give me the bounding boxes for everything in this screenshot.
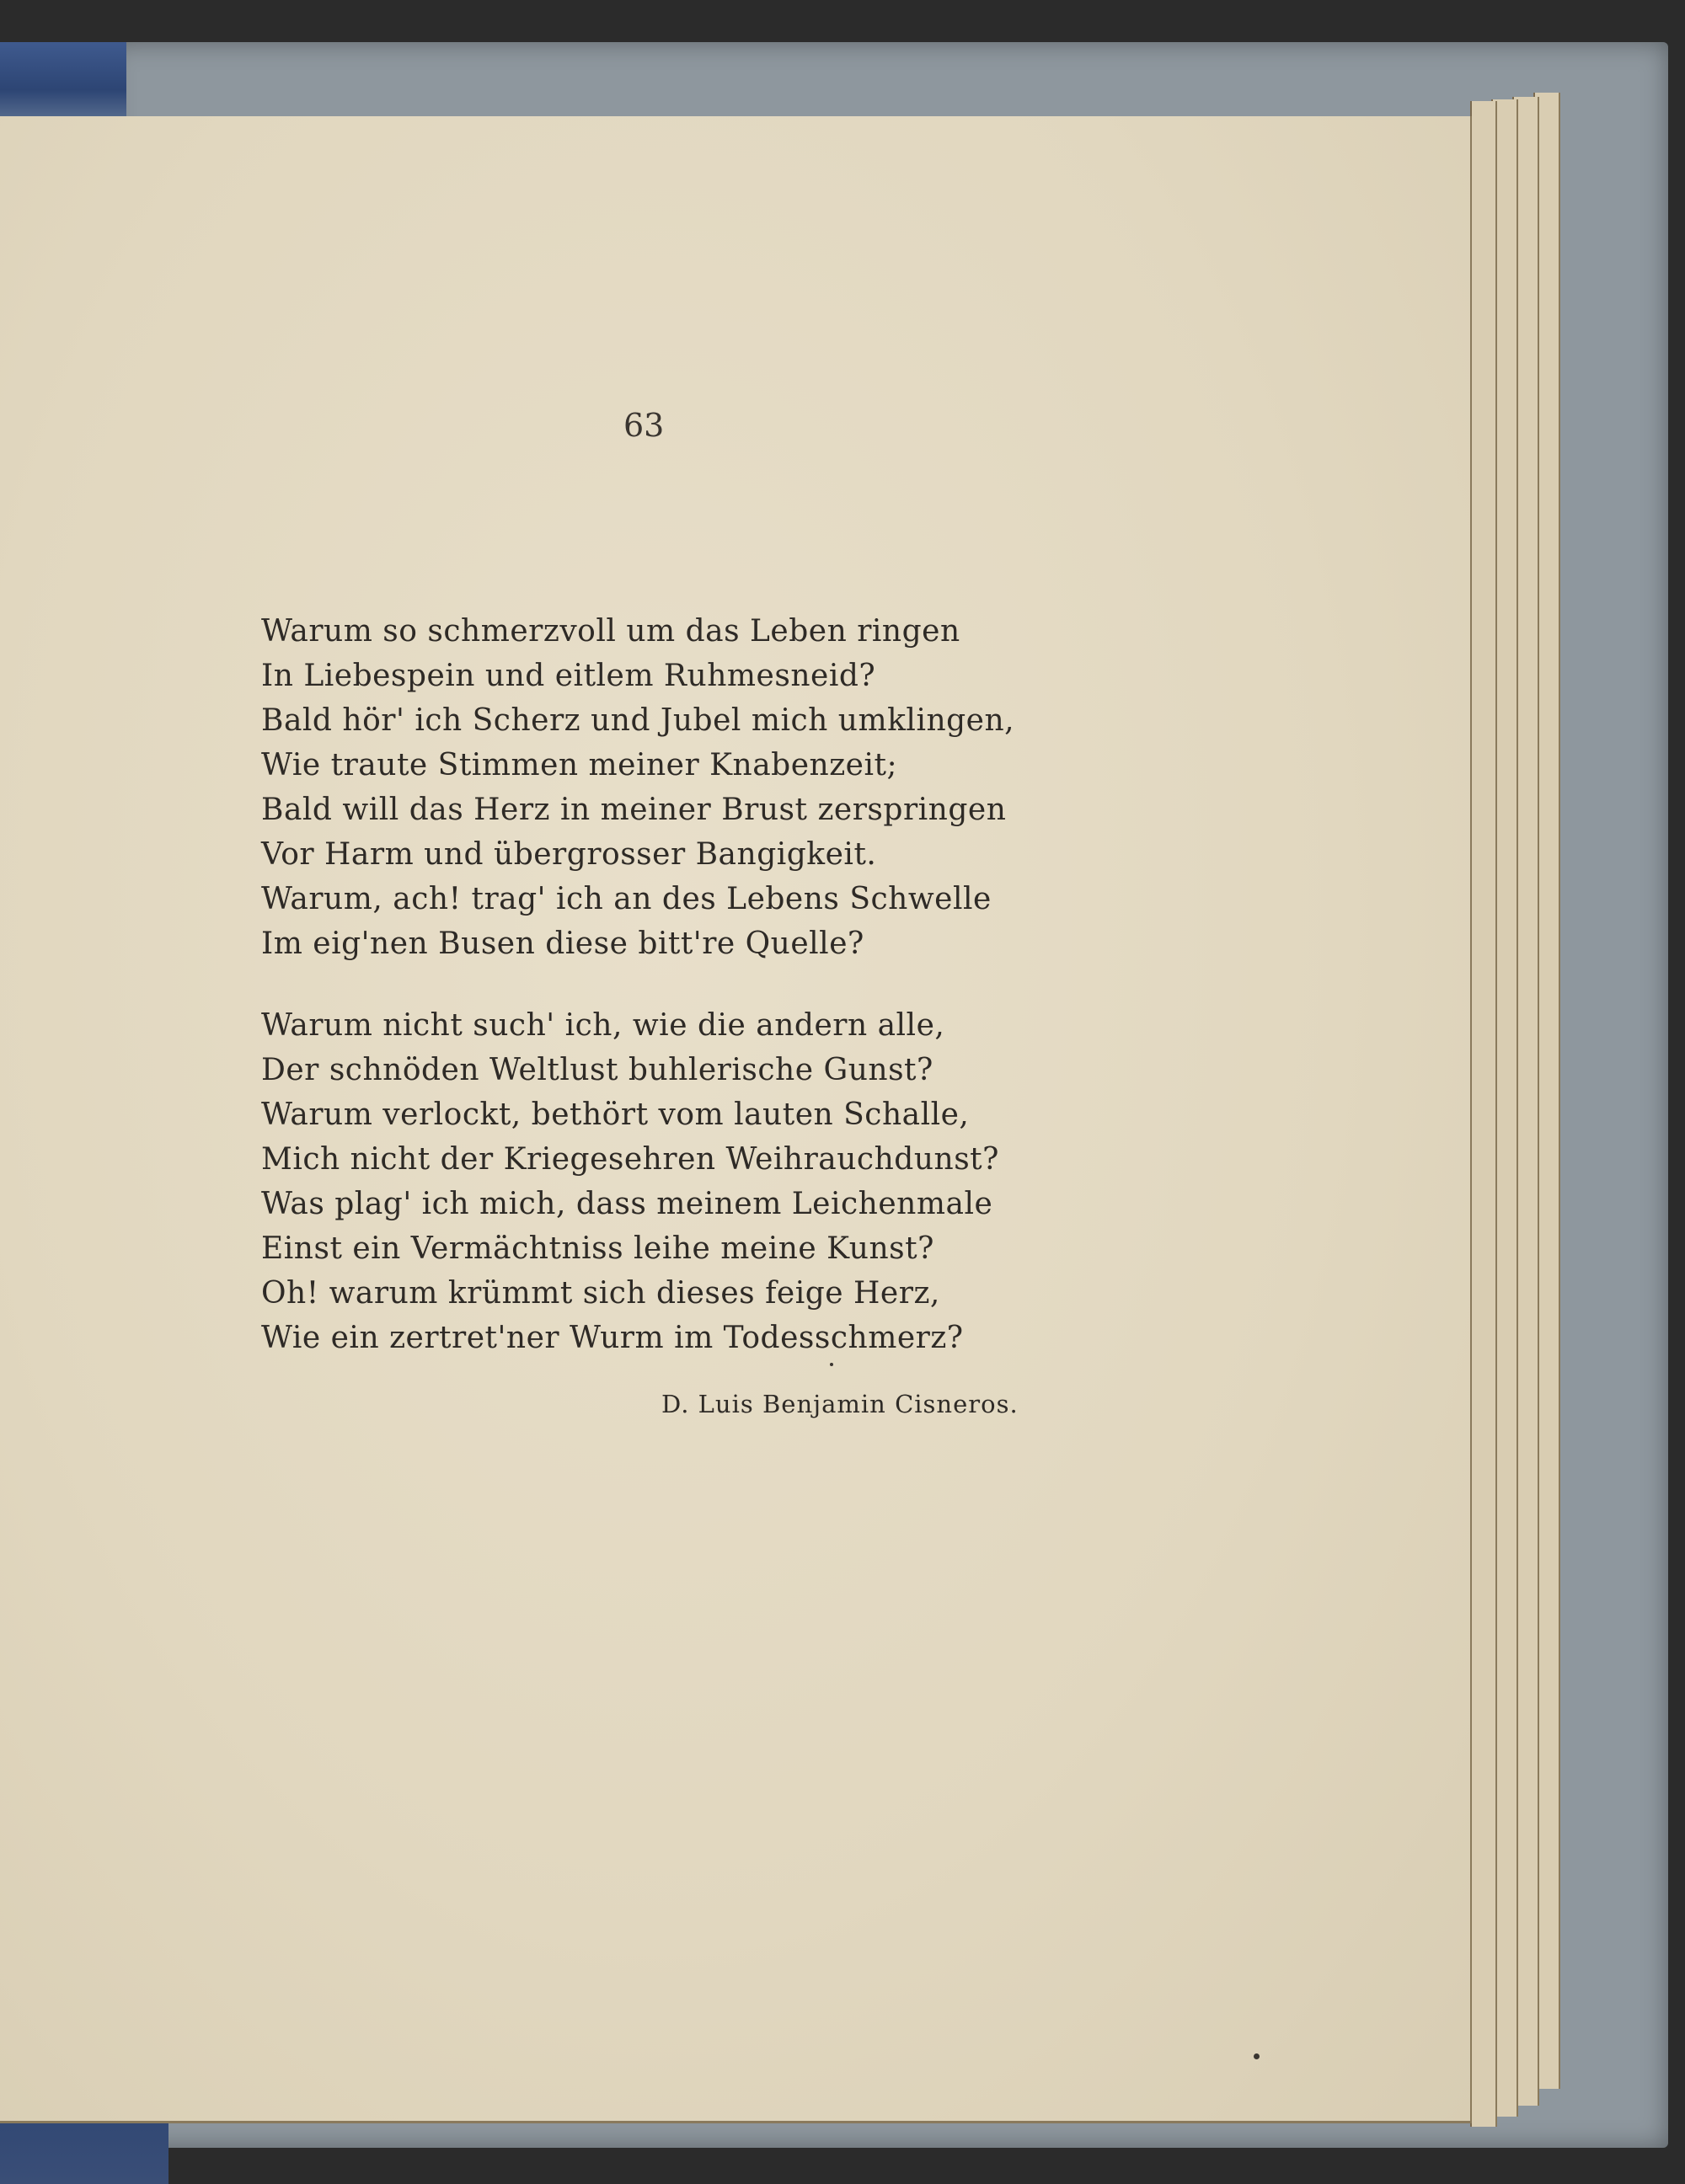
poem-line: Was plag' ich mich, dass meinem Leichenmale: [261, 1187, 993, 1221]
poem-line: Vor Harm und übergrosser Bangigkeit.: [261, 837, 877, 872]
poem-line: Warum verlockt, bethört vom lauten Schalle,: [261, 1097, 970, 1132]
author-signature: D. Luis Benjamin Cisneros.: [661, 1390, 1019, 1418]
book-page: [0, 116, 1472, 2123]
stanza: [261, 1003, 1104, 1360]
poem-line: Warum nicht such' ich, wie die andern alle,: [261, 1008, 945, 1043]
poem-line: In Liebespein und eitlem Ruhmesneid?: [261, 659, 876, 693]
poem: [261, 609, 1104, 1360]
poem-line: Wie traute Stimmen meiner Knabenzeit;: [261, 748, 898, 782]
page-number: 63: [623, 407, 665, 444]
stanza: [261, 609, 1104, 966]
poem-line: Im eig'nen Busen diese bitt're Quelle?: [261, 926, 864, 961]
poem-line: Wie ein zertret'ner Wurm im Todesschmerz?: [261, 1321, 964, 1355]
poem-line: Warum so schmerzvoll um das Leben ringen: [261, 614, 960, 649]
paper-speck: [1254, 2053, 1260, 2059]
poem-line: Mich nicht der Kriegesehren Weihrauchdunst?: [261, 1142, 999, 1177]
poem-line: Warum, ach! trag' ich an des Lebens Schwelle: [261, 882, 992, 916]
poem-line: Einst ein Vermächtniss leihe meine Kunst?: [261, 1231, 934, 1266]
poem-line: Oh! warum krümmt sich dieses feige Herz,: [261, 1276, 940, 1311]
poem-line: Bald will das Herz in meiner Brust zerspringen: [261, 793, 1007, 827]
stanza-gap: [261, 966, 1104, 1003]
poem-line: Der schnöden Weltlust buhlerische Gunst?: [261, 1053, 933, 1087]
paper-speck: [830, 1363, 833, 1366]
cloth-spine-top: [0, 42, 126, 122]
poem-line: Bald hör' ich Scherz und Jubel mich umklingen,: [261, 703, 1015, 738]
page-edge: [1470, 101, 1497, 2127]
